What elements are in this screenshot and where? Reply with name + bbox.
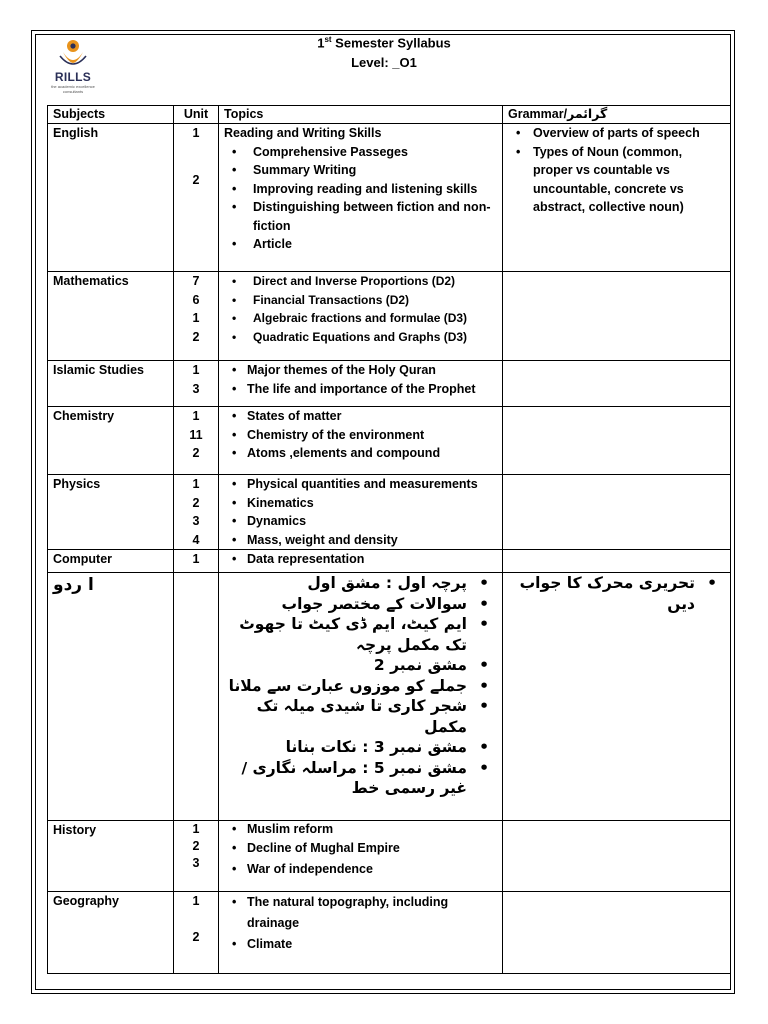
- list-item: • مشق نمبر 2: [224, 655, 497, 676]
- list-item: • Financial Transactions (D2): [224, 291, 497, 310]
- grammar-physics: [503, 475, 731, 550]
- list-item: • مشق نمبر 3 : نکات بنانا: [224, 737, 497, 758]
- subject-chemistry: Chemistry: [48, 407, 174, 475]
- units-history: 1 2 3: [174, 821, 219, 892]
- level-label: Level: _O1: [351, 55, 417, 70]
- list-item: • Quadratic Equations and Graphs (D3): [224, 328, 497, 347]
- grammar-history: [503, 821, 731, 892]
- list-item: • War of independence: [224, 859, 497, 880]
- list-item: • Direct and Inverse Proportions (D2): [224, 272, 497, 291]
- list-item: • سوالات کے مختصر جواب: [224, 594, 497, 615]
- table-header-row: [48, 106, 731, 124]
- subject-history: History: [48, 821, 174, 892]
- list-item: • Atoms ,elements and compound: [224, 444, 497, 463]
- list-item: • The life and importance of the Prophet: [224, 380, 497, 399]
- header-subjects: Subjects: [48, 106, 174, 124]
- list-item: • مشق نمبر 5 : مراسلہ نگاری /غیر رسمی خط: [224, 758, 497, 799]
- list-item: • Physical quantities and measurements: [224, 475, 497, 494]
- list-item: • شجر کاری تا شیدی میلہ تک مکمل: [224, 696, 497, 737]
- grammar-geography: [503, 892, 731, 974]
- table-row-islamic-studies: [48, 361, 731, 407]
- grammar-computer: [503, 550, 731, 573]
- table-row-urdu: [48, 573, 731, 821]
- list-item: • جملے کو موزوں عبارت سے ملانا: [224, 676, 497, 697]
- header-unit: Unit: [174, 106, 219, 124]
- header-topics: Topics: [219, 106, 503, 124]
- list-item: • Distinguishing between fiction and non-fiction: [224, 198, 497, 235]
- header-grammar: Grammar/گرائمر: [503, 106, 731, 124]
- page-title: 1st Semester Syllabus: [317, 35, 451, 51]
- units-chemistry: 1 11 2: [174, 407, 219, 475]
- syllabus-table: [47, 105, 731, 974]
- units-computer: 1: [174, 550, 219, 573]
- units-physics: 1 2 3 4: [174, 475, 219, 550]
- units-urdu: [174, 573, 219, 821]
- table-row-english: [48, 124, 731, 272]
- list-item: • Mass, weight and density: [224, 531, 497, 550]
- topics-mathematics: [219, 272, 503, 361]
- grammar-urdu: [503, 573, 731, 821]
- table-row-chemistry: [48, 407, 731, 475]
- list-item: • Dynamics: [224, 512, 497, 531]
- list-item: • Article: [224, 235, 497, 254]
- list-item: • Comprehensive Passeges: [224, 143, 497, 162]
- list-item: • Data representation: [224, 550, 497, 569]
- subject-computer: Computer: [48, 550, 174, 573]
- table-row-computer: [48, 550, 731, 573]
- table-row-history: [48, 821, 731, 892]
- subject-english: English: [48, 124, 174, 272]
- list-item: • The natural topography, including drainage: [224, 892, 497, 934]
- grammar-islamic-studies: [503, 361, 731, 407]
- topics-english: [219, 124, 503, 272]
- list-item: • Major themes of the Holy Quran: [224, 361, 497, 380]
- table-row-physics: [48, 475, 731, 550]
- subject-islamic-studies: Islamic Studies: [48, 361, 174, 407]
- table-row-geography: [48, 892, 731, 974]
- topics-computer: [219, 550, 503, 573]
- grammar-mathematics: [503, 272, 731, 361]
- topics-urdu: [219, 573, 503, 821]
- subject-physics: Physics: [48, 475, 174, 550]
- list-item: • پرچہ اول : مشق اول: [224, 573, 497, 594]
- list-item: • Chemistry of the environment: [224, 426, 497, 445]
- list-item: • Improving reading and listening skills: [224, 180, 497, 199]
- topics-islamic-studies: [219, 361, 503, 407]
- logo-tagline: the academic excellence consultants: [51, 84, 95, 94]
- topics-physics: [219, 475, 503, 550]
- subject-mathematics: Mathematics: [48, 272, 174, 361]
- list-item: • States of matter: [224, 407, 497, 426]
- topic-heading: Reading and Writing Skills: [224, 126, 382, 140]
- list-item: • Climate: [224, 934, 497, 955]
- subject-urdu: ا ردو: [48, 573, 174, 821]
- table-row-mathematics: [48, 272, 731, 361]
- units-english: 1 2: [174, 124, 219, 272]
- list-item: • تحریری محرک کا جواب دیں: [508, 573, 725, 614]
- list-item: • Muslim reform: [224, 821, 497, 838]
- list-item: • Kinematics: [224, 494, 497, 513]
- topics-chemistry: [219, 407, 503, 475]
- topics-history: [219, 821, 503, 892]
- topics-geography: [219, 892, 503, 974]
- list-item: • Summary Writing: [224, 161, 497, 180]
- list-item: • Overview of parts of speech: [508, 124, 725, 143]
- logo-name: RILLS: [54, 70, 92, 84]
- units-islamic-studies: 1 3: [174, 361, 219, 407]
- units-mathematics: 7 6 1 2: [174, 272, 219, 361]
- grammar-english: [503, 124, 731, 272]
- grammar-chemistry: [503, 407, 731, 475]
- subject-geography: Geography: [48, 892, 174, 974]
- list-item: • ایم کیٹ، ایم ڈی کیٹ تا جھوٹ تک مکمل پرچہ: [224, 614, 497, 655]
- units-geography: 1 2: [174, 892, 219, 974]
- list-item: • Algebraic fractions and formulae (D3): [224, 309, 497, 328]
- list-item: • Types of Noun (common, proper vs countable vs uncountable, concrete vs abstract, collective noun): [508, 143, 725, 217]
- list-item: • Decline of Mughal Empire: [224, 838, 497, 859]
